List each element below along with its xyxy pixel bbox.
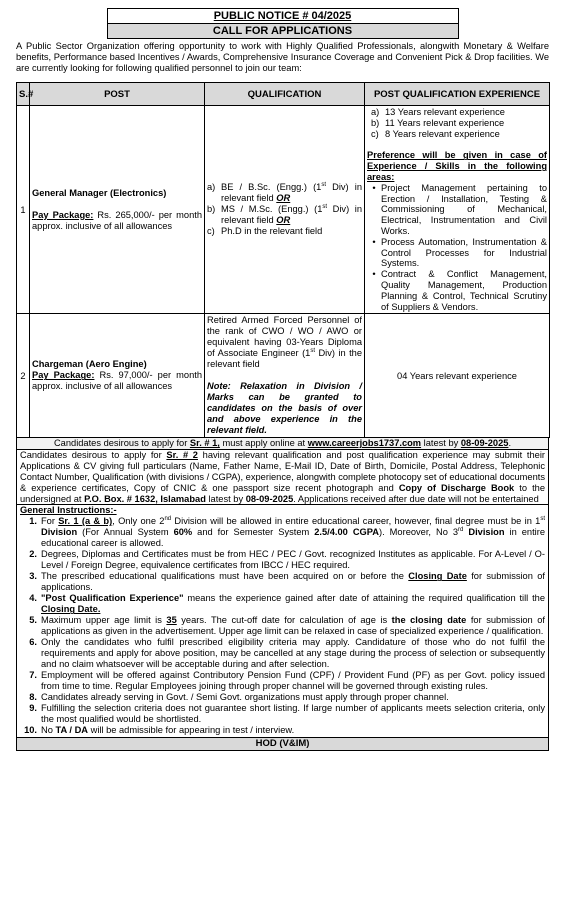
header-sn: S.# (17, 83, 30, 106)
instruction-item: 9. Fulfilling the selection criteria does not guarantee short listing. If large number of applicants meets selection criteria, only the most qualified would be shortlisted. (29, 703, 545, 725)
pay-package: Pay Package: Rs. 265,000/- per month approx. inclusive of all allowances (32, 209, 203, 231)
experience-cell (365, 106, 550, 314)
instruction-item: 7. Employment will be offered against Contributory Pension Fund (CPF) / Provident Fund (PF) as per Govt. policy issued from time to time. Regular Employees joining through proper channel will be governed through existing rules. (29, 670, 545, 692)
experience-cell: 04 Years relevant experience (365, 314, 550, 438)
experience-item: c) 8 Years relevant experience (371, 128, 500, 139)
preference-bullet: • Project Management pertaining to Erection / Installation, Testing & Commissioning of Mechanical, Electrical, Instrumentation and Civil Works. (367, 183, 547, 237)
qualification-item: b) MS / M.Sc. (Engg.) (1st Div) in relevant field OR (207, 204, 362, 226)
relaxation-note: Note: Relaxation in Division / Marks can be granted to candidates on the basis of over and above experience in the relevant field. (207, 381, 362, 436)
post-cell (30, 106, 205, 314)
apply-by-post-instruction: Candidates desirous to apply for Sr. # 2 having relevant qualification and post qualification experience may submit their Applications & CV giving full particulars (Name, Father Name, E-Mail ID, Date of Birth, Domicile, Postal Address, Telephonic Contact Number, Qualification (with divisions / CGPA), experience, alongwith complete photocopy set of educational documents & experience certificates, Copy of CNIC & one passport size recent photograph and Copy of Discharge Book to the undersigned at P.O. Box. # 1632, Islamabad latest by 08-09-2025. Applications received after due date will not be entertained (16, 450, 549, 505)
post-title: General Manager (Electronics) (32, 187, 167, 198)
call-for-applications: CALL FOR APPLICATIONS (108, 24, 458, 38)
qualification-cell (205, 314, 365, 438)
posts-table (16, 82, 550, 438)
notice-number: PUBLIC NOTICE # 04/2025 (108, 9, 458, 24)
post-cell (30, 314, 205, 438)
qualification-cell (205, 106, 365, 314)
table-header-row (17, 83, 550, 106)
preference-bullet: • Contract & Conflict Management, Quality Management, Production Planning & Control, Technical Scrutiny of Suppliers & Vendors. (367, 269, 547, 312)
row-serial: 2 (17, 314, 30, 438)
post-title: Chargeman (Aero Engine) (32, 359, 147, 370)
notice-header (107, 8, 459, 39)
qualification-text: Retired Armed Forced Personnel of the rank of CWO / WO / AWO or equivalent having 03-Years Diploma of Associate Engineer (1st Div) in the relevant field (207, 315, 363, 370)
row-serial: 1 (17, 106, 30, 314)
header-experience: POST QUALIFICATION EXPERIENCE (365, 83, 550, 106)
bullet-icon: • (372, 236, 376, 247)
preference-heading: Preference will be given in case of Experience / Skills in the following areas: (367, 150, 547, 182)
intro-paragraph: A Public Sector Organization offering opportunity to work with Highly Qualified Professionals, alongwith Monetary & Welfare benefits, Performance based Incentives / Awards, Comprehensive Insurance Coverage and Convenient Pick & Drop facilities. We are currently looking for following qualified personnel to join our team: (16, 41, 549, 73)
instruction-item: 8. Candidates already serving in Govt. / Semi Govt. organizations must apply through proper channel. (29, 692, 449, 703)
career-website-link[interactable]: www.careerjobs1737.com (307, 438, 422, 449)
apply-online-instruction: Candidates desirous to apply for Sr. # 1, must apply online at www.careerjobs1737.com latest by 08-09-2025. (16, 438, 549, 450)
experience-item: b) 11 Years relevant experience (371, 117, 505, 128)
instruction-item: 1. For Sr. 1 (a & b), Only one 2nd Division will be allowed in entire educational career, however, final degree must be in 1st Division (For Annual System 60% and for Semester System 2.5/4.00 CGPA). Moreover, No 3rd Division in entire educational career is allowed. (29, 516, 546, 549)
instruction-item: 4. "Post Qualification Experience" means the experience gained after date of attaining the required qualification till the Closing Date. (29, 593, 545, 615)
general-instructions (16, 505, 549, 738)
pay-package: Pay Package: Rs. 97,000/- per month approx. inclusive of all allowances (32, 370, 203, 392)
instruction-item: 2. Degrees, Diplomas and Certificates must be from HEC / PEC / Govt. recognized Institutes as applicable. For A-Level / O-Level / Foreign Degree, equivalence certificates from IBCC / HEC required. (29, 549, 545, 571)
instructions-title: General Instructions:- (20, 505, 117, 516)
instruction-item: 10. No TA / DA will be admissible for appearing in test / interview. (24, 725, 295, 736)
bullet-icon: • (372, 182, 376, 193)
qualification-item: c) Ph.D in the relevant field (207, 226, 323, 237)
qualification-item: a) BE / B.Sc. (Engg.) (1st Div) in relevant field OR (207, 182, 362, 204)
instruction-item: 5. Maximum upper age limit is 35 years. The cut-off date for calculation of age is the closing date for submission of applications as given in the advertisement. Upper age limit can be relaxed in case of specialized experience / qualification. (29, 615, 545, 637)
header-post: POST (30, 83, 205, 106)
header-qualification: QUALIFICATION (205, 83, 365, 106)
preference-bullet: • Process Automation, Instrumentation & Control Processes for Industrial Systems. (367, 237, 547, 269)
signatory-footer: HOD (V&IM) (16, 738, 549, 751)
instruction-item: 6. Only the candidates who fulfil prescribed eligibility criteria may apply. Candidature of those who do not fulfil the requirements and apply for above position, may be cancelled at any stage during the process of selection or subsequently and no claim whatsoever will be acceptable during and after selection. (29, 637, 545, 670)
table-row-chargeman (17, 314, 550, 438)
bullet-icon: • (372, 269, 376, 280)
experience-item: a) 13 Years relevant experience (371, 107, 505, 117)
table-row-general-manager (17, 106, 550, 314)
instruction-item: 3. The prescribed educational qualifications must have been acquired on or before the Closing Date for submission of applications. (29, 571, 545, 593)
